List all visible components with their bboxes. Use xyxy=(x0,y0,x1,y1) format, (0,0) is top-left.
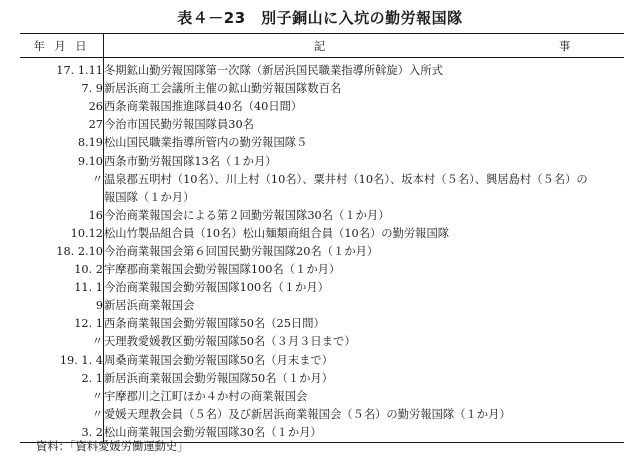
row-event: 松山国民職業指導所管内の勤労報国隊５ xyxy=(104,136,308,150)
row-date: 9 xyxy=(20,297,104,315)
table-row xyxy=(20,171,624,189)
row-date: 〃 xyxy=(20,406,104,424)
table-row xyxy=(20,134,624,152)
table-row xyxy=(20,116,624,134)
table-row xyxy=(20,80,624,98)
table-title: 表４－23 別子銅山に入坑の勤労報国隊 xyxy=(177,9,463,27)
table-row xyxy=(20,58,624,81)
table-row xyxy=(20,388,624,406)
row-event: 西条商業報国会勤労報国隊50名（25日間） xyxy=(104,317,325,331)
row-date: 18. 2.10 xyxy=(20,243,104,261)
row-date: 12. 1 xyxy=(20,315,104,333)
table-header-row xyxy=(20,34,624,58)
table-row xyxy=(20,207,624,225)
table-row xyxy=(20,352,624,370)
table-body xyxy=(20,58,624,443)
row-event: 温泉郡五明村（10名）、川上村（10名）、粟井村（10名）、坂本村（５名）、興居島村（５名）の xyxy=(104,172,588,186)
row-date: 〃 xyxy=(20,333,104,351)
row-event: 西条市勤労報国隊13名（１か月） xyxy=(104,154,277,168)
row-date: 9.10 xyxy=(20,152,104,170)
row-event: 今治商業報国会第６回国民勤労報国隊20名（１か月） xyxy=(104,244,379,258)
source-note: 資料：「資料愛媛労働運動史」 xyxy=(36,440,189,453)
table-row xyxy=(20,406,624,424)
date-column-header: 年 月 日 xyxy=(20,34,104,58)
row-date: 2. 1 xyxy=(20,370,104,388)
row-date: 26 xyxy=(20,98,104,116)
event-header-right: 事 xyxy=(559,40,571,53)
labor-service-table xyxy=(20,33,624,443)
row-event: 西条商業報国推進隊員40名（40日間） xyxy=(104,100,303,114)
row-event: 今治商業報国会勤労報国隊100名（１か月） xyxy=(104,281,329,295)
row-event: 宇摩郡商業報国会勤労報国隊100名（１か月） xyxy=(104,263,341,277)
row-event: 宇摩郡川之江町ほか４か村の商業報国会 xyxy=(104,389,308,403)
table-row xyxy=(20,98,624,116)
table-row xyxy=(20,315,624,333)
row-date: 10.12 xyxy=(20,225,104,243)
row-event: 周桑商業報国会勤労報国隊50名（月末まで） xyxy=(104,353,334,367)
row-event: 新居浜商業報国会勤労報国隊50名（１か月） xyxy=(104,371,334,385)
row-event: 新居浜商工会議所主催の鉱山勤労報国隊数百名 xyxy=(104,82,342,96)
event-column-header xyxy=(104,34,625,58)
row-date xyxy=(20,189,104,207)
row-event: 今治市国民勤労報国隊員30名 xyxy=(104,118,254,132)
row-date: 27 xyxy=(20,116,104,134)
table-row xyxy=(20,261,624,279)
row-date: 7. 9 xyxy=(20,80,104,98)
row-event: 新居浜商業報国会 xyxy=(104,299,195,313)
table-row xyxy=(20,370,624,388)
event-header-left: 記 xyxy=(314,40,326,53)
table-row xyxy=(20,279,624,297)
table-row xyxy=(20,189,624,207)
row-date: 16 xyxy=(20,207,104,225)
row-event: 報国隊（１か月） xyxy=(104,190,195,204)
row-date: 3. 2 xyxy=(20,424,104,443)
row-date: 11. 1 xyxy=(20,279,104,297)
table-row xyxy=(20,225,624,243)
row-date: 19. 1. 4 xyxy=(20,352,104,370)
row-event: 冬期鉱山勤労報国隊第一次隊（新居浜国民職業指導所斡旋）入所式 xyxy=(104,64,443,78)
row-date: 〃 xyxy=(20,171,104,189)
row-date: 8.19 xyxy=(20,134,104,152)
row-event: 松山竹製品組合員（10名）松山麺類商組合員（10名）の勤労報国隊 xyxy=(104,226,450,240)
table-row xyxy=(20,152,624,170)
row-event: 今治商業報国会による第２回勤労報国隊30名（１か月） xyxy=(104,208,390,222)
row-date: 17. 1.11 xyxy=(20,58,104,81)
row-event: 天理教愛媛教区勤労報国隊50名（３月３日まで） xyxy=(104,335,356,349)
row-date: 〃 xyxy=(20,388,104,406)
table-row xyxy=(20,297,624,315)
row-event: 松山商業報国会勤労報国隊30名（１か月） xyxy=(104,424,625,443)
table-row xyxy=(20,243,624,261)
row-date: 10. 2 xyxy=(20,261,104,279)
table-row xyxy=(20,333,624,351)
row-event: 愛媛天理教会員（５名）及び新居浜商業報国会（５名）の勤労報国隊（１か月） xyxy=(104,407,511,421)
